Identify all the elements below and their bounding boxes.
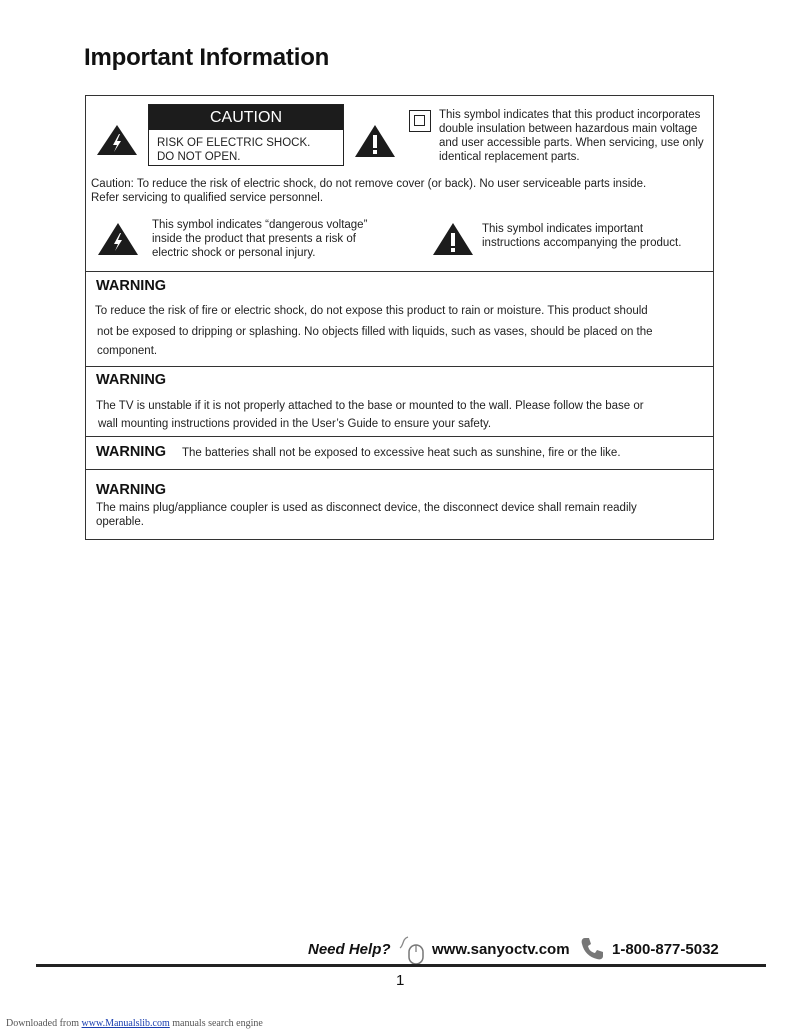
exclamation-warning-icon (432, 222, 474, 256)
double-insulation-text: This symbol indicates that this product incorporates double insulation between hazardous main voltage and user accessible parts. When servicing, use only identical replacement parts. (439, 109, 704, 163)
phone-icon (579, 936, 605, 962)
caution-header: CAUTION (149, 105, 343, 130)
manualslib-link[interactable]: www.Manualslib.com (81, 1018, 170, 1029)
warning-heading: WARNING (96, 278, 167, 294)
voltage-symbol-text: This symbol indicates “dangerous voltage” inside the product that presents a risk of electric shock or personal injury. (152, 219, 368, 259)
double-insulation-icon (409, 110, 431, 132)
warning-text: The TV is unstable if it is not properly attached to the base or mounted to the wall. Please follow the base or (96, 400, 644, 412)
phone-number: 1-800-877-5032 (612, 941, 719, 958)
caution-note: Caution: To reduce the risk of electric shock, do not remove cover (or back). No user serviceable parts inside. Refer servicing to qualified service personnel. (91, 178, 647, 204)
download-suffix: manuals search engine (169, 1018, 263, 1029)
page-number: 1 (396, 972, 405, 989)
warning-box (85, 271, 714, 367)
warning-text: wall mounting instructions provided in the User’s Guide to ensure your safety. (98, 418, 492, 430)
footer-divider (36, 964, 766, 967)
warning-heading: WARNING (96, 372, 167, 388)
lightning-warning-icon (97, 222, 139, 256)
warning-text: operable. (96, 516, 144, 528)
website-link[interactable]: www.sanyoctv.com (432, 941, 570, 958)
warning-heading: WARNING (96, 444, 167, 460)
warning-text: The mains plug/appliance coupler is used as disconnect device, the disconnect device shall remain readily (96, 502, 637, 514)
exclamation-warning-icon (354, 124, 396, 158)
mouse-icon (398, 935, 428, 965)
instructions-symbol-text: This symbol indicates important instructions accompanying the product. (482, 223, 682, 249)
download-prefix: Downloaded from (6, 1018, 82, 1029)
page-title: Important Information (84, 44, 330, 71)
need-help-label: Need Help? (308, 941, 391, 958)
warning-text: not be exposed to dripping or splashing. No objects filled with liquids, such as vases, should be placed on the (97, 326, 653, 338)
warning-heading: WARNING (96, 482, 167, 498)
download-credit (6, 1018, 263, 1029)
warning-text: To reduce the risk of fire or electric shock, do not expose this product to rain or moisture. This product should (95, 305, 648, 317)
caution-label-box (148, 104, 344, 166)
caution-risk-text: RISK OF ELECTRIC SHOCK. DO NOT OPEN. (157, 137, 311, 163)
warning-text: component. (97, 345, 158, 357)
lightning-warning-icon (96, 124, 138, 156)
warning-text: The batteries shall not be exposed to excessive heat such as sunshine, fire or the like. (182, 447, 621, 459)
